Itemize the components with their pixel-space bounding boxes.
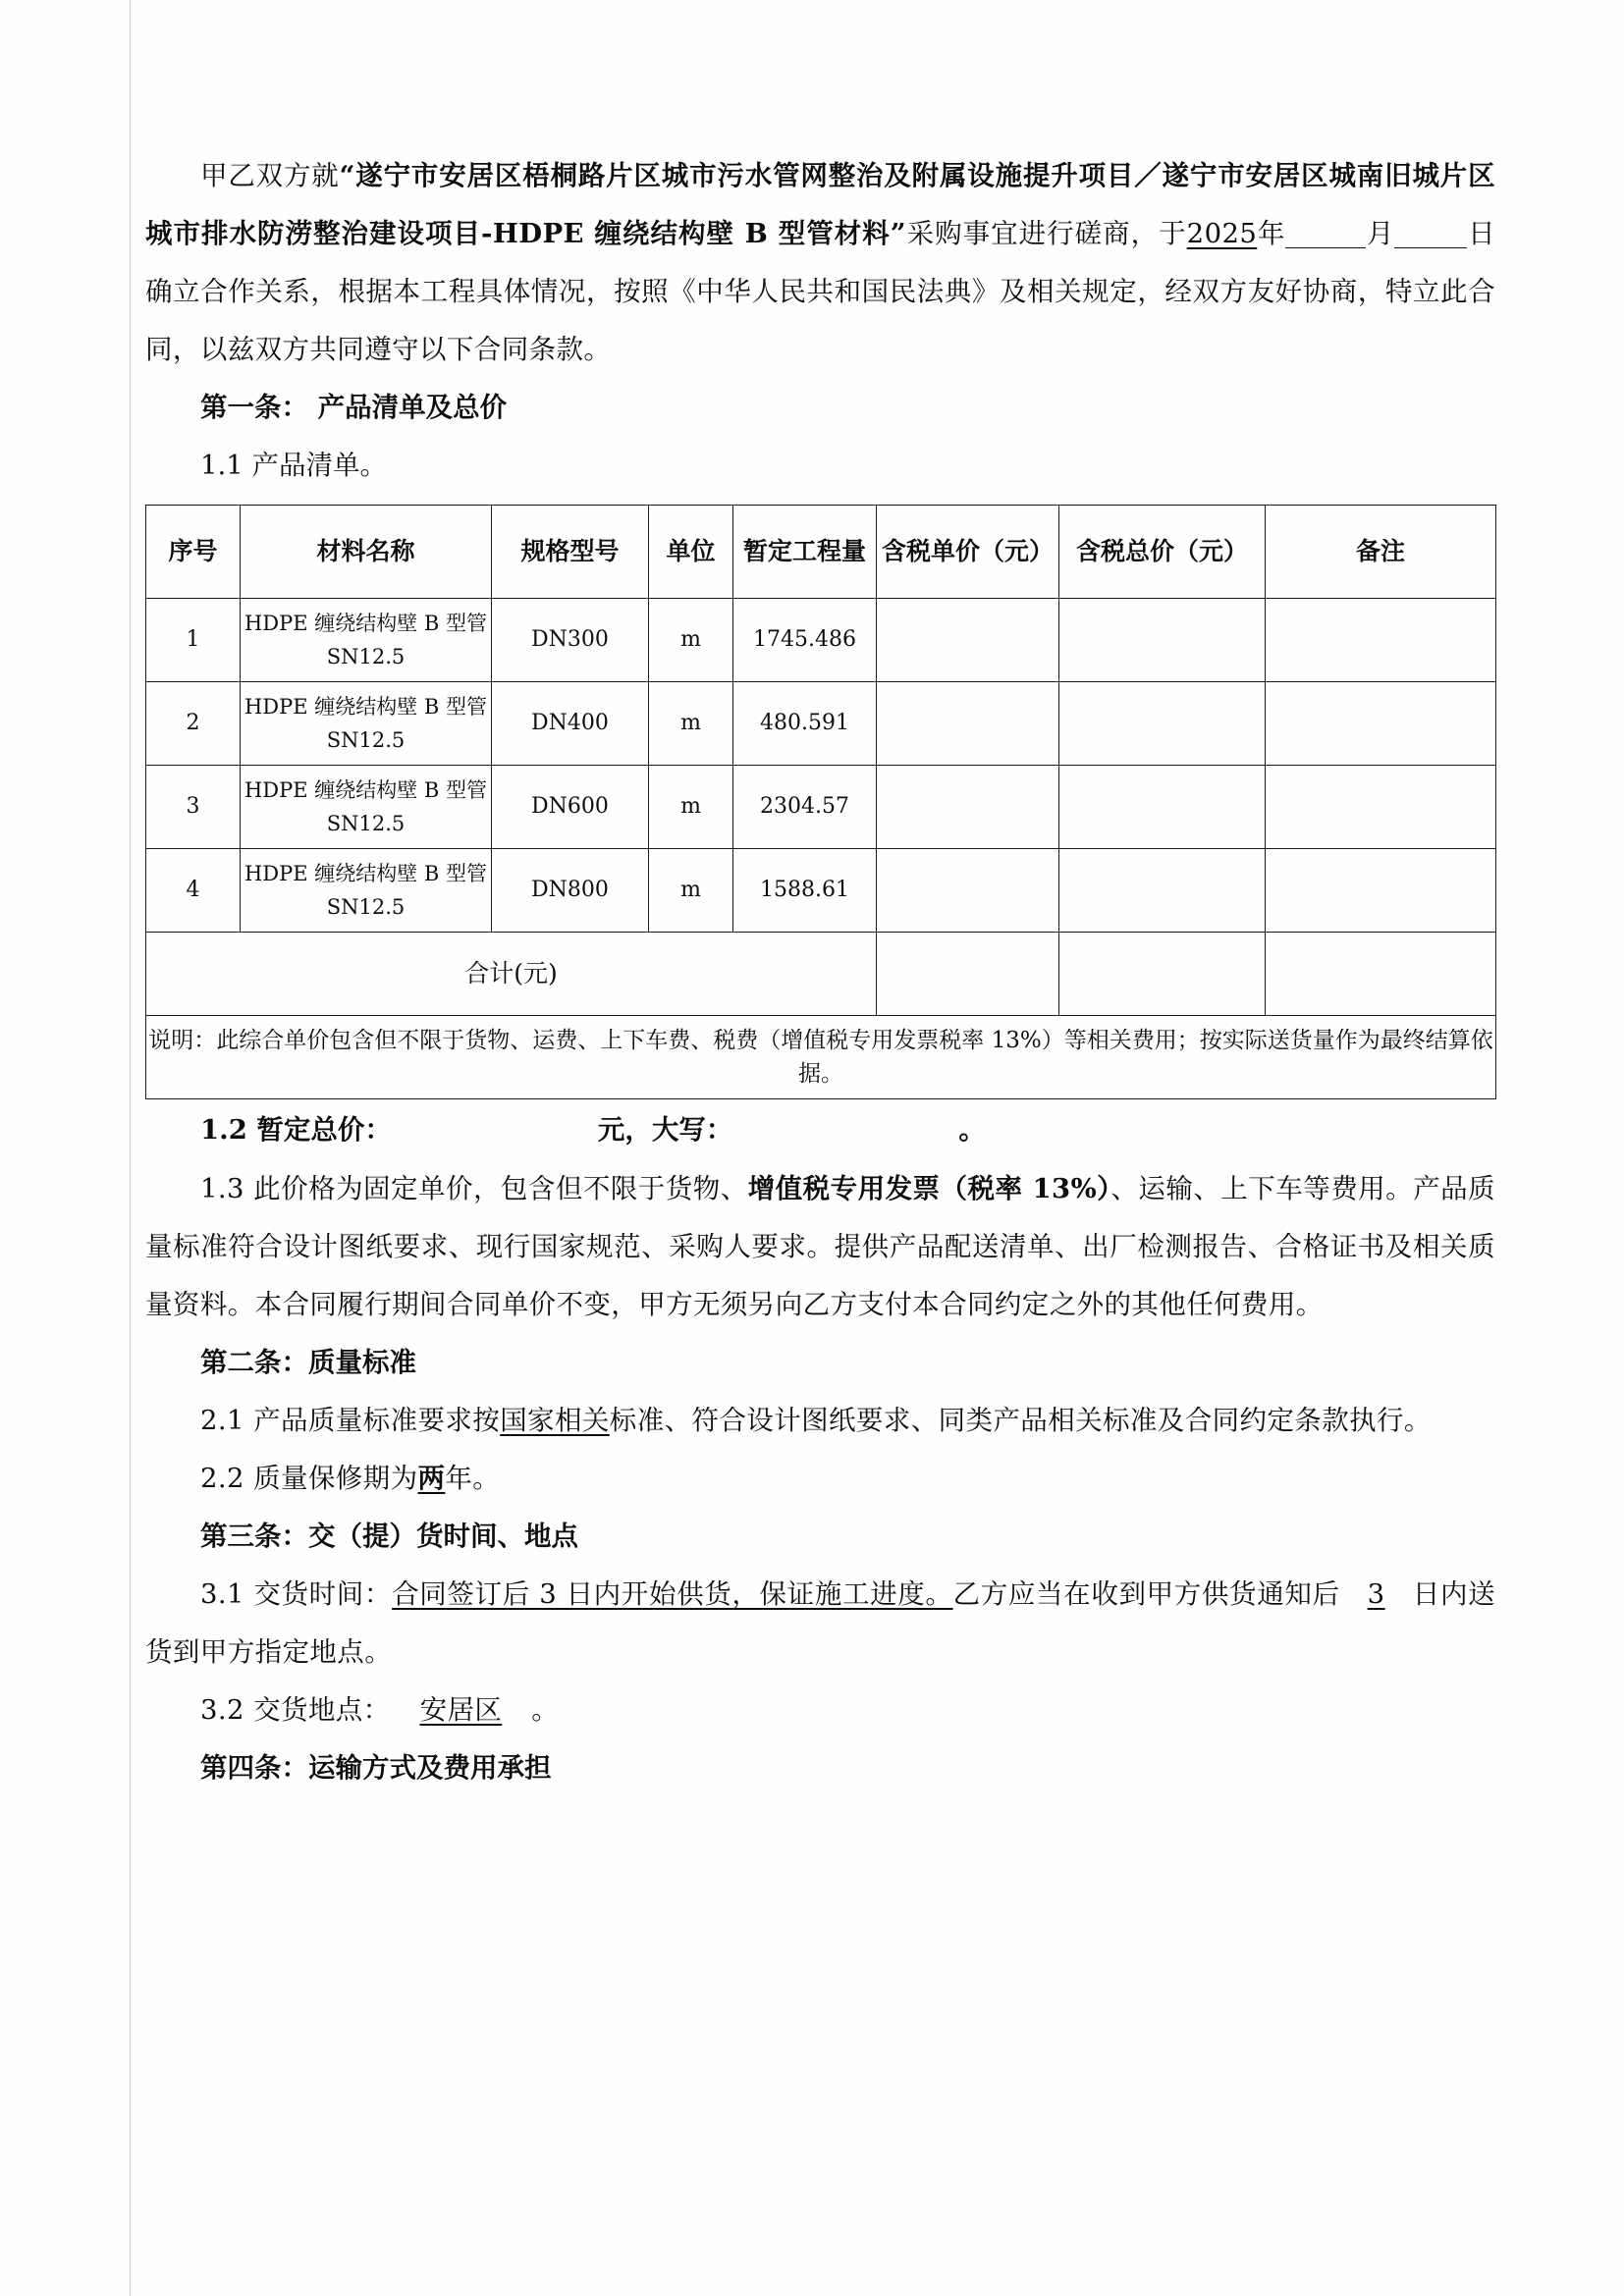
col-header-unit-price: 含税单价（元） — [877, 506, 1059, 599]
cell-qty: 480.591 — [733, 682, 877, 766]
clause-1-2 — [145, 1099, 1495, 1160]
cell-spec: DN800 — [492, 849, 649, 933]
col-header-no: 序号 — [146, 506, 241, 599]
left-margin-rule — [130, 0, 131, 2296]
clause-3-heading: 第三条：交（提）货时间、地点 — [200, 1521, 578, 1552]
delivery-location: 安居区 — [419, 1694, 503, 1726]
cell-unit-price[interactable] — [877, 682, 1059, 766]
clause-3-1 — [145, 1566, 1495, 1682]
cell-no: 3 — [146, 766, 241, 849]
cell-spec: DN400 — [492, 682, 649, 766]
table-header-row — [146, 506, 1496, 599]
cell-total-price[interactable] — [1059, 849, 1266, 933]
cell-name: HDPE 缠绕结构壁 B 型管 SN12.5 — [241, 766, 492, 849]
cell-unit-price[interactable] — [877, 599, 1059, 682]
cell-remark[interactable] — [1266, 849, 1496, 933]
col-header-remark: 备注 — [1266, 506, 1496, 599]
sum-unit-price[interactable] — [877, 933, 1059, 1016]
intro-project-name: “遂宁市安居区梧桐路片区城市污水管网整治及附属设施提升项目／遂宁市安居区城南旧城片区城市排水防涝整治建设项目-HDPE 缠绕结构壁 B 型管材料” — [145, 160, 1495, 249]
table-row — [146, 599, 1496, 682]
table-note: 说明：此综合单价包含但不限于货物、运费、上下车费、税费（增值税专用发票税率 13%）等相关费用；按实际送货量作为最终结算依据。 — [146, 1016, 1496, 1099]
table-row — [146, 682, 1496, 766]
cell-name: HDPE 缠绕结构壁 B 型管 SN12.5 — [241, 849, 492, 933]
cell-spec: DN600 — [492, 766, 649, 849]
intro-after-quote: 采购事宜进行磋商，于 — [906, 218, 1187, 249]
clause-3-2 — [145, 1682, 1495, 1739]
delivery-days: 3 — [1367, 1578, 1385, 1610]
cell-remark[interactable] — [1266, 682, 1496, 766]
cell-unit: m — [649, 682, 733, 766]
cell-total-price[interactable] — [1059, 766, 1266, 849]
delivery-time-underlined: 合同签订后 3 日内开始供货，保证施工进度。 — [392, 1578, 953, 1610]
table-sum-row — [146, 933, 1496, 1016]
clause-2-1-underlined: 国家相关 — [500, 1405, 610, 1436]
cell-qty: 1588.61 — [733, 849, 877, 933]
intro-month-blank[interactable] — [1285, 218, 1366, 248]
cell-unit: m — [649, 849, 733, 933]
clause-1-heading: 第一条： 产品清单及总价 — [200, 392, 508, 423]
intro-tail: 日确立合作关系，根据本工程具体情况，按照《中华人民共和国民法典》及相关规定，经双方友好协商，特立此合同，以兹双方共同遵守以下合同条款。 — [145, 218, 1495, 365]
cell-unit: m — [649, 599, 733, 682]
cell-remark[interactable] — [1266, 599, 1496, 682]
sum-total-price[interactable] — [1059, 933, 1266, 1016]
cell-no: 2 — [146, 682, 241, 766]
intro-month-unit: 月 — [1366, 218, 1395, 249]
table-row — [146, 849, 1496, 933]
cell-no: 1 — [146, 599, 241, 682]
cell-total-price[interactable] — [1059, 599, 1266, 682]
cell-name: HDPE 缠绕结构壁 B 型管 SN12.5 — [241, 599, 492, 682]
clause-1-3 — [145, 1160, 1495, 1334]
provisional-total-period: 。 — [958, 1114, 986, 1146]
cell-unit-price[interactable] — [877, 849, 1059, 933]
intro-paragraph — [145, 147, 1495, 379]
table-row — [146, 766, 1496, 849]
clause-2-1-text-a: 2.1 产品质量标准要求按 — [200, 1405, 501, 1436]
clause-3-2-text-b: 。 — [531, 1694, 560, 1726]
intro-day-blank[interactable] — [1394, 218, 1467, 248]
intro-prefix: 甲乙双方就 — [200, 160, 340, 191]
cell-spec: DN300 — [492, 599, 649, 682]
col-header-unit: 单位 — [649, 506, 733, 599]
col-header-total-price: 含税总价（元） — [1059, 506, 1266, 599]
clause-2-heading: 第二条：质量标准 — [200, 1347, 416, 1378]
clause-2-2-text-a: 2.2 质量保修期为 — [200, 1463, 418, 1494]
clause-3-1-text-b: 乙方应当在收到甲方供货通知后 — [952, 1578, 1340, 1610]
intro-year-value: 2025 — [1186, 218, 1258, 249]
clause-1-1-label: 1.1 产品清单。 — [200, 450, 387, 481]
cell-no: 4 — [146, 849, 241, 933]
cell-name: HDPE 缠绕结构壁 B 型管 SN12.5 — [241, 682, 492, 766]
provisional-total-unit: 元，大写： — [597, 1114, 733, 1146]
clause-1-3-text-a: 1.3 此价格为固定单价，包含但不限于货物、 — [200, 1173, 748, 1204]
cell-qty: 1745.486 — [733, 599, 877, 682]
provisional-total-label: 1.2 暂定总价： — [200, 1114, 392, 1146]
col-header-name: 材料名称 — [241, 506, 492, 599]
cell-unit: m — [649, 766, 733, 849]
col-header-spec: 规格型号 — [492, 506, 649, 599]
warranty-years: 两 — [417, 1463, 446, 1494]
cell-unit-price[interactable] — [877, 766, 1059, 849]
sum-label: 合计(元) — [146, 933, 877, 1016]
table-note-row — [146, 1016, 1496, 1099]
clause-2-1 — [145, 1392, 1495, 1450]
cell-qty: 2304.57 — [733, 766, 877, 849]
product-table — [145, 505, 1496, 1099]
clause-1-3-text-b: 、运输、上下车等费用。产品质量标准符合设计图纸要求、现行国家规范、采购人要求。提供产品配送清单、出厂检测报告、合格证书及相关质量资料。本合同履行期间合同单价不变，甲方无须另向乙方支付本合同约定之外的其他任何费用。 — [145, 1173, 1495, 1320]
clause-2-2 — [145, 1450, 1495, 1508]
clause-3-1-text-c: 日内送货到甲方指定地点。 — [145, 1578, 1496, 1668]
col-header-qty: 暂定工程量 — [733, 506, 877, 599]
clause-2-2-text-b: 年。 — [445, 1463, 501, 1494]
clause-4-heading: 第四条：运输方式及费用承担 — [200, 1752, 552, 1784]
document-content — [145, 147, 1495, 1797]
sum-remark[interactable] — [1266, 933, 1496, 1016]
clause-1-3-emphasis: 增值税专用发票（税率 13%） — [747, 1173, 1111, 1204]
cell-total-price[interactable] — [1059, 682, 1266, 766]
clause-2-1-text-b: 标准、符合设计图纸要求、同类产品相关标准及合同约定条款执行。 — [609, 1405, 1432, 1436]
cell-remark[interactable] — [1266, 766, 1496, 849]
clause-3-1-text-a: 3.1 交货时间： — [200, 1578, 393, 1610]
clause-3-2-text-a: 3.2 交货地点： — [200, 1694, 391, 1726]
intro-year-unit: 年 — [1257, 218, 1286, 249]
